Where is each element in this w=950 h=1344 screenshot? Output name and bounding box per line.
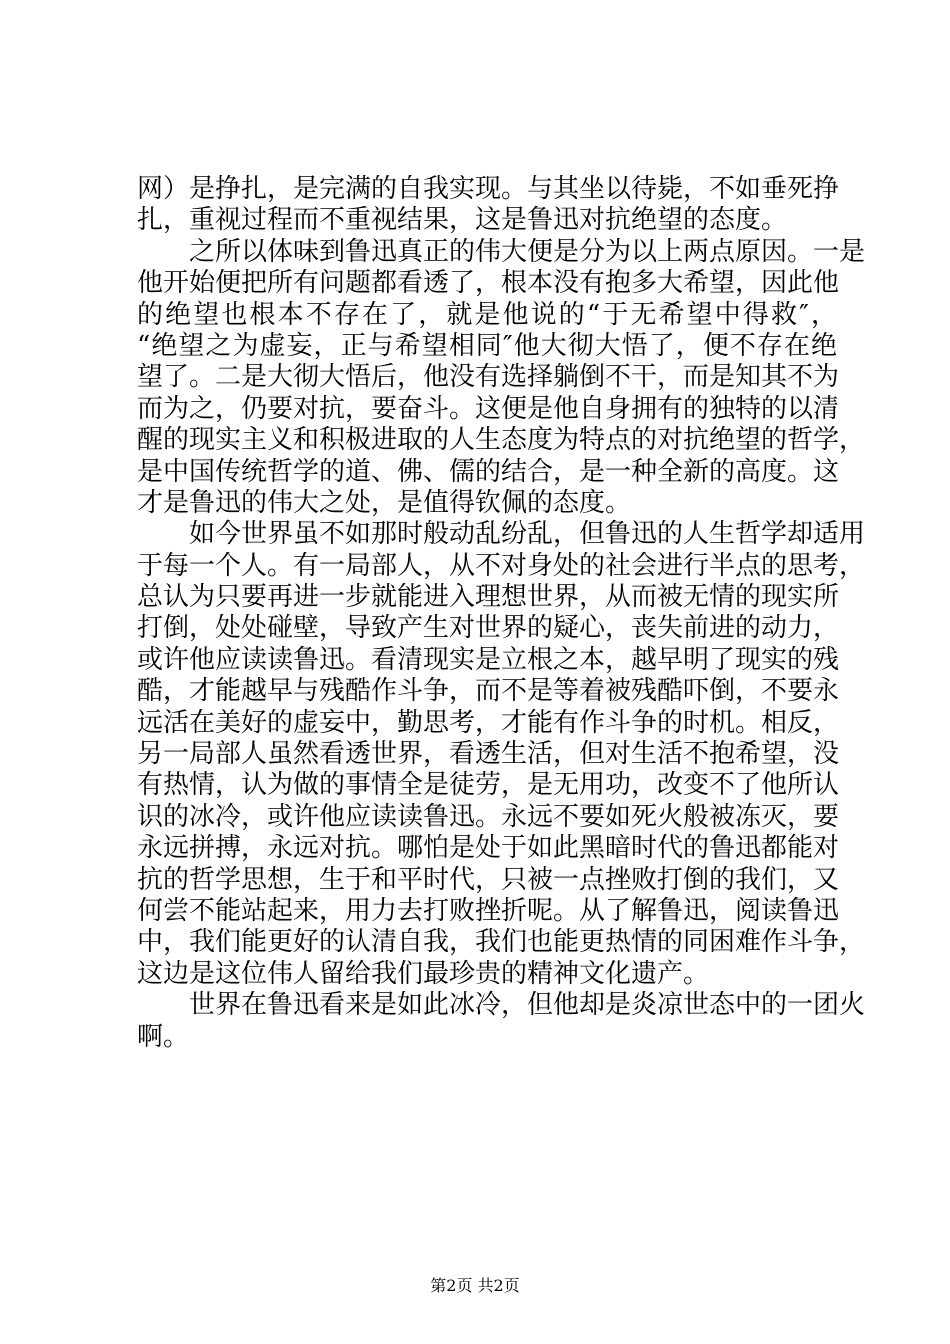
page-number-footer: 第2页 共2页 [430, 1276, 520, 1295]
text-line: 是中国传统哲学的道、佛、儒的结合，是一种全新的高度。这 [137, 456, 840, 487]
text-line: 世界在鲁迅看来是如此冰冷，但他却是炎凉世态中的一团火 [137, 990, 866, 1021]
text-line: 醒的现实主义和积极进取的人生态度为特点的对抗绝望的哲学， [137, 425, 866, 456]
text-line: 抗的哲学思想，生于和平时代，只被一点挫败打倒的我们，又 [137, 864, 840, 895]
text-line: 才是鲁迅的伟大之处，是值得钦佩的态度。 [137, 487, 632, 518]
text-line: 远活在美好的虚妄中，勤思考，才能有作斗争的时机。相反， [137, 707, 840, 738]
text-line: 有热情，认为做的事情全是徒劳，是无用功，改变不了他所认 [137, 770, 840, 801]
text-line: 这边是这位伟人留给我们最珍贵的精神文化遗产。 [137, 958, 710, 989]
text-line: 中，我们能更好的认清自我，我们也能更热情的同困难作斗争， [137, 927, 866, 958]
text-line: 他开始便把所有问题都看透了，根本没有抱多大希望，因此他 [137, 268, 840, 299]
text-line: 或许他应读读鲁迅。看清现实是立根之本，越早明了现实的残 [137, 644, 840, 675]
text-line: 另一局部人虽然看透世界，看透生活，但对生活不抱希望，没 [137, 739, 840, 770]
text-line: 扎，重视过程而不重视结果，这是鲁迅对抗绝望的态度。 [137, 205, 788, 236]
text-line: 何尝不能站起来，用力去打败挫折呢。从了解鲁迅，阅读鲁迅 [137, 895, 840, 926]
text-line: 的绝望也根本不存在了，就是他说的“于无希望中得救″， [137, 299, 837, 330]
text-line: 网）是挣扎，是完满的自我实现。与其坐以待毙，不如垂死挣 [137, 174, 840, 204]
text-line: 打倒，处处碰壁，导致产生对世界的疑心，丧失前进的动力， [137, 613, 840, 644]
text-line: 总认为只要再进一步就能进入理想世界，从而被无情的现实所 [137, 582, 840, 613]
text-line: 永远拼搏，永远对抗。哪怕是处于如此黑暗时代的鲁迅都能对 [137, 833, 840, 864]
text-line: 而为之，仍要对抗，要奋斗。这便是他自身拥有的独特的以清 [137, 393, 840, 424]
text-line: 于每一个人。有一局部人，从不对身处的社会进行半点的思考， [137, 550, 866, 581]
text-line: “绝望之为虚妄，正与希望相同″他大彻大悟了，便不存在绝 [137, 330, 837, 361]
text-line: 如今世界虽不如那时般动乱纷乱，但鲁迅的人生哲学却适用 [137, 519, 866, 550]
text-line: 酷，才能越早与残酷作斗争，而不是等着被残酷吓倒，不要永 [137, 676, 840, 707]
text-line: 识的冰冷，或许他应读读鲁迅。永远不要如死火般被冻灭，要 [137, 801, 840, 832]
text-line: 之所以体味到鲁迅真正的伟大便是分为以上两点原因。一是 [137, 236, 866, 267]
text-line: 望了。二是大彻大悟后，他没有选择躺倒不干，而是知其不为 [137, 362, 840, 393]
body-text [137, 174, 866, 1053]
text-line: 啊。 [137, 1021, 190, 1052]
